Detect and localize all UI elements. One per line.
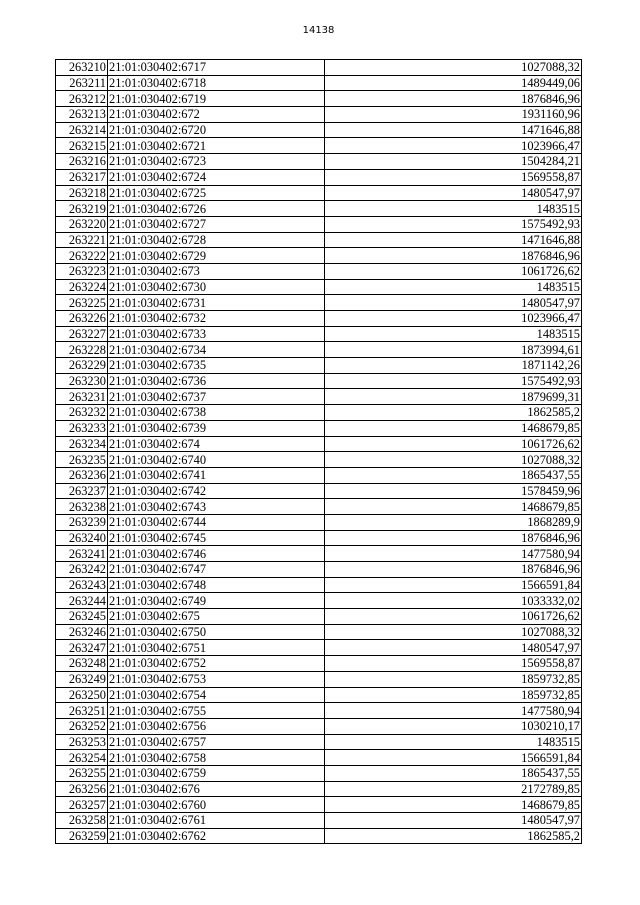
row-number-cell: 263227: [56, 326, 108, 342]
cadastral-number-cell: 21:01:030402:6717: [108, 60, 325, 76]
cadastral-value-cell: 1480547,97: [325, 813, 582, 829]
table-row: [56, 60, 582, 76]
row-number-cell: 263221: [56, 232, 108, 248]
cadastral-number-cell: 21:01:030402:6727: [108, 216, 325, 232]
table-row: [56, 279, 582, 295]
cadastral-value-cell: 1931160,96: [325, 107, 582, 123]
cadastral-number-cell: 21:01:030402:6720: [108, 122, 325, 138]
cadastral-number-cell: 21:01:030402:6748: [108, 577, 325, 593]
cadastral-value-cell: 1868289,9: [325, 514, 582, 530]
cadastral-value-cell: 1468679,85: [325, 797, 582, 813]
cadastral-value-cell: 1027088,32: [325, 452, 582, 468]
row-number-cell: 263257: [56, 797, 108, 813]
cadastral-number-cell: 21:01:030402:6751: [108, 640, 325, 656]
table-row: [56, 562, 582, 578]
row-number-cell: 263230: [56, 373, 108, 389]
cadastral-value-cell: 1468679,85: [325, 420, 582, 436]
row-number-cell: 263243: [56, 577, 108, 593]
table-row: [56, 781, 582, 797]
row-number-cell: 263247: [56, 640, 108, 656]
row-number-cell: 263237: [56, 483, 108, 499]
row-number-cell: 263255: [56, 765, 108, 781]
cadastral-number-cell: 21:01:030402:6723: [108, 154, 325, 170]
cadastral-number-cell: 21:01:030402:6756: [108, 718, 325, 734]
row-number-cell: 263241: [56, 546, 108, 562]
table-row: [56, 765, 582, 781]
cadastral-number-cell: 21:01:030402:6718: [108, 75, 325, 91]
table-row: [56, 828, 582, 844]
cadastral-value-cell: 1023966,47: [325, 311, 582, 327]
row-number-cell: 263250: [56, 687, 108, 703]
table-body: [56, 60, 582, 844]
cadastral-value-cell: 1873994,61: [325, 342, 582, 358]
cadastral-value-cell: 2172789,85: [325, 781, 582, 797]
cadastral-value-cell: 1471646,88: [325, 232, 582, 248]
row-number-cell: 263212: [56, 91, 108, 107]
cadastral-number-cell: 21:01:030402:6725: [108, 185, 325, 201]
cadastral-number-cell: 21:01:030402:6730: [108, 279, 325, 295]
cadastral-number-cell: 21:01:030402:6736: [108, 373, 325, 389]
cadastral-value-table: [55, 59, 582, 844]
cadastral-value-cell: 1504284,21: [325, 154, 582, 170]
cadastral-value-cell: 1483515: [325, 326, 582, 342]
row-number-cell: 263225: [56, 295, 108, 311]
row-number-cell: 263253: [56, 734, 108, 750]
cadastral-value-cell: 1061726,62: [325, 436, 582, 452]
cadastral-number-cell: 21:01:030402:6760: [108, 797, 325, 813]
cadastral-value-cell: 1876846,96: [325, 562, 582, 578]
cadastral-value-cell: 1871142,26: [325, 358, 582, 374]
row-number-cell: 263258: [56, 813, 108, 829]
cadastral-number-cell: 21:01:030402:6743: [108, 499, 325, 515]
cadastral-number-cell: 21:01:030402:6761: [108, 813, 325, 829]
row-number-cell: 263232: [56, 405, 108, 421]
row-number-cell: 263236: [56, 467, 108, 483]
cadastral-value-cell: 1477580,94: [325, 546, 582, 562]
cadastral-value-cell: 1483515: [325, 734, 582, 750]
row-number-cell: 263249: [56, 671, 108, 687]
table-row: [56, 436, 582, 452]
table-row: [56, 263, 582, 279]
row-number-cell: 263218: [56, 185, 108, 201]
table-row: [56, 703, 582, 719]
cadastral-number-cell: 21:01:030402:6719: [108, 91, 325, 107]
cadastral-number-cell: 21:01:030402:673: [108, 263, 325, 279]
cadastral-value-cell: 1030210,17: [325, 718, 582, 734]
cadastral-number-cell: 21:01:030402:6721: [108, 138, 325, 154]
row-number-cell: 263217: [56, 169, 108, 185]
cadastral-value-cell: 1477580,94: [325, 703, 582, 719]
table-row: [56, 452, 582, 468]
table-row: [56, 405, 582, 421]
row-number-cell: 263234: [56, 436, 108, 452]
cadastral-number-cell: 21:01:030402:6759: [108, 765, 325, 781]
table-row: [56, 358, 582, 374]
table-row: [56, 546, 582, 562]
cadastral-number-cell: 21:01:030402:6745: [108, 530, 325, 546]
table-row: [56, 138, 582, 154]
cadastral-value-cell: 1865437,55: [325, 467, 582, 483]
table-row: [56, 640, 582, 656]
cadastral-number-cell: 21:01:030402:6724: [108, 169, 325, 185]
table-row: [56, 593, 582, 609]
cadastral-value-cell: 1876846,96: [325, 530, 582, 546]
cadastral-number-cell: 21:01:030402:6726: [108, 201, 325, 217]
table-row: [56, 813, 582, 829]
table-row: [56, 514, 582, 530]
cadastral-value-cell: 1569558,87: [325, 656, 582, 672]
row-number-cell: 263231: [56, 389, 108, 405]
cadastral-number-cell: 21:01:030402:6735: [108, 358, 325, 374]
row-number-cell: 263259: [56, 828, 108, 844]
cadastral-number-cell: 21:01:030402:6758: [108, 750, 325, 766]
cadastral-value-cell: 1480547,97: [325, 640, 582, 656]
row-number-cell: 263219: [56, 201, 108, 217]
page-number: 14138: [302, 25, 335, 36]
row-number-cell: 263254: [56, 750, 108, 766]
table-row: [56, 248, 582, 264]
row-number-cell: 263211: [56, 75, 108, 91]
cadastral-value-cell: 1876846,96: [325, 248, 582, 264]
row-number-cell: 263246: [56, 624, 108, 640]
row-number-cell: 263252: [56, 718, 108, 734]
row-number-cell: 263224: [56, 279, 108, 295]
row-number-cell: 263245: [56, 609, 108, 625]
cadastral-number-cell: 21:01:030402:6750: [108, 624, 325, 640]
table-row: [56, 154, 582, 170]
table-row: [56, 734, 582, 750]
cadastral-number-cell: 21:01:030402:6757: [108, 734, 325, 750]
cadastral-value-cell: 1862585,2: [325, 828, 582, 844]
cadastral-value-cell: 1865437,55: [325, 765, 582, 781]
cadastral-value-cell: 1061726,62: [325, 609, 582, 625]
table-row: [56, 91, 582, 107]
cadastral-number-cell: 21:01:030402:6746: [108, 546, 325, 562]
table-row: [56, 295, 582, 311]
table-row: [56, 577, 582, 593]
cadastral-number-cell: 21:01:030402:6744: [108, 514, 325, 530]
row-number-cell: 263251: [56, 703, 108, 719]
cadastral-value-cell: 1023966,47: [325, 138, 582, 154]
cadastral-number-cell: 21:01:030402:6752: [108, 656, 325, 672]
row-number-cell: 263244: [56, 593, 108, 609]
row-number-cell: 263216: [56, 154, 108, 170]
cadastral-number-cell: 21:01:030402:674: [108, 436, 325, 452]
cadastral-value-cell: 1859732,85: [325, 671, 582, 687]
cadastral-number-cell: 21:01:030402:6762: [108, 828, 325, 844]
cadastral-value-cell: 1468679,85: [325, 499, 582, 515]
row-number-cell: 263238: [56, 499, 108, 515]
cadastral-value-cell: 1033332,02: [325, 593, 582, 609]
row-number-cell: 263222: [56, 248, 108, 264]
cadastral-value-cell: 1480547,97: [325, 185, 582, 201]
table-row: [56, 671, 582, 687]
table-row: [56, 389, 582, 405]
cadastral-number-cell: 21:01:030402:6728: [108, 232, 325, 248]
table-row: [56, 483, 582, 499]
cadastral-number-cell: 21:01:030402:676: [108, 781, 325, 797]
cadastral-number-cell: 21:01:030402:6753: [108, 671, 325, 687]
row-number-cell: 263213: [56, 107, 108, 123]
row-number-cell: 263215: [56, 138, 108, 154]
cadastral-number-cell: 21:01:030402:6732: [108, 311, 325, 327]
row-number-cell: 263235: [56, 452, 108, 468]
cadastral-value-cell: 1569558,87: [325, 169, 582, 185]
cadastral-number-cell: 21:01:030402:6741: [108, 467, 325, 483]
cadastral-number-cell: 21:01:030402:6749: [108, 593, 325, 609]
table-row: [56, 169, 582, 185]
table-row: [56, 311, 582, 327]
cadastral-number-cell: 21:01:030402:675: [108, 609, 325, 625]
cadastral-value-cell: 1566591,84: [325, 577, 582, 593]
table-row: [56, 107, 582, 123]
table-row: [56, 609, 582, 625]
table-row: [56, 75, 582, 91]
cadastral-value-cell: 1566591,84: [325, 750, 582, 766]
table-row: [56, 201, 582, 217]
table-row: [56, 420, 582, 436]
row-number-cell: 263242: [56, 562, 108, 578]
cadastral-number-cell: 21:01:030402:6734: [108, 342, 325, 358]
table-row: [56, 232, 582, 248]
table-row: [56, 718, 582, 734]
row-number-cell: 263214: [56, 122, 108, 138]
cadastral-number-cell: 21:01:030402:6731: [108, 295, 325, 311]
row-number-cell: 263248: [56, 656, 108, 672]
table-row: [56, 122, 582, 138]
cadastral-value-cell: 1489449,06: [325, 75, 582, 91]
table-row: [56, 326, 582, 342]
cadastral-value-cell: 1480547,97: [325, 295, 582, 311]
table-row: [56, 216, 582, 232]
cadastral-value-cell: 1575492,93: [325, 216, 582, 232]
cadastral-number-cell: 21:01:030402:6737: [108, 389, 325, 405]
row-number-cell: 263229: [56, 358, 108, 374]
cadastral-number-cell: 21:01:030402:6739: [108, 420, 325, 436]
table-row: [56, 656, 582, 672]
table-row: [56, 530, 582, 546]
row-number-cell: 263256: [56, 781, 108, 797]
cadastral-number-cell: 21:01:030402:6733: [108, 326, 325, 342]
cadastral-value-cell: 1575492,93: [325, 373, 582, 389]
table-row: [56, 499, 582, 515]
cadastral-number-cell: 21:01:030402:6754: [108, 687, 325, 703]
row-number-cell: 263233: [56, 420, 108, 436]
row-number-cell: 263239: [56, 514, 108, 530]
cadastral-value-cell: 1578459,96: [325, 483, 582, 499]
cadastral-value-cell: 1483515: [325, 279, 582, 295]
table-row: [56, 750, 582, 766]
cadastral-number-cell: 21:01:030402:6755: [108, 703, 325, 719]
cadastral-value-cell: 1483515: [325, 201, 582, 217]
cadastral-number-cell: 21:01:030402:672: [108, 107, 325, 123]
cadastral-value-cell: 1862585,2: [325, 405, 582, 421]
row-number-cell: 263223: [56, 263, 108, 279]
cadastral-number-cell: 21:01:030402:6742: [108, 483, 325, 499]
table-row: [56, 687, 582, 703]
cadastral-number-cell: 21:01:030402:6738: [108, 405, 325, 421]
row-number-cell: 263220: [56, 216, 108, 232]
row-number-cell: 263210: [56, 60, 108, 76]
row-number-cell: 263226: [56, 311, 108, 327]
cadastral-number-cell: 21:01:030402:6740: [108, 452, 325, 468]
table-row: [56, 342, 582, 358]
table-row: [56, 467, 582, 483]
row-number-cell: 263228: [56, 342, 108, 358]
table-row: [56, 624, 582, 640]
cadastral-number-cell: 21:01:030402:6747: [108, 562, 325, 578]
cadastral-value-cell: 1027088,32: [325, 60, 582, 76]
cadastral-value-cell: 1027088,32: [325, 624, 582, 640]
cadastral-value-cell: 1061726,62: [325, 263, 582, 279]
cadastral-value-cell: 1859732,85: [325, 687, 582, 703]
cadastral-value-cell: 1879699,31: [325, 389, 582, 405]
cadastral-value-cell: 1471646,88: [325, 122, 582, 138]
table-row: [56, 797, 582, 813]
table-row: [56, 373, 582, 389]
table-row: [56, 185, 582, 201]
cadastral-value-cell: 1876846,96: [325, 91, 582, 107]
row-number-cell: 263240: [56, 530, 108, 546]
cadastral-number-cell: 21:01:030402:6729: [108, 248, 325, 264]
